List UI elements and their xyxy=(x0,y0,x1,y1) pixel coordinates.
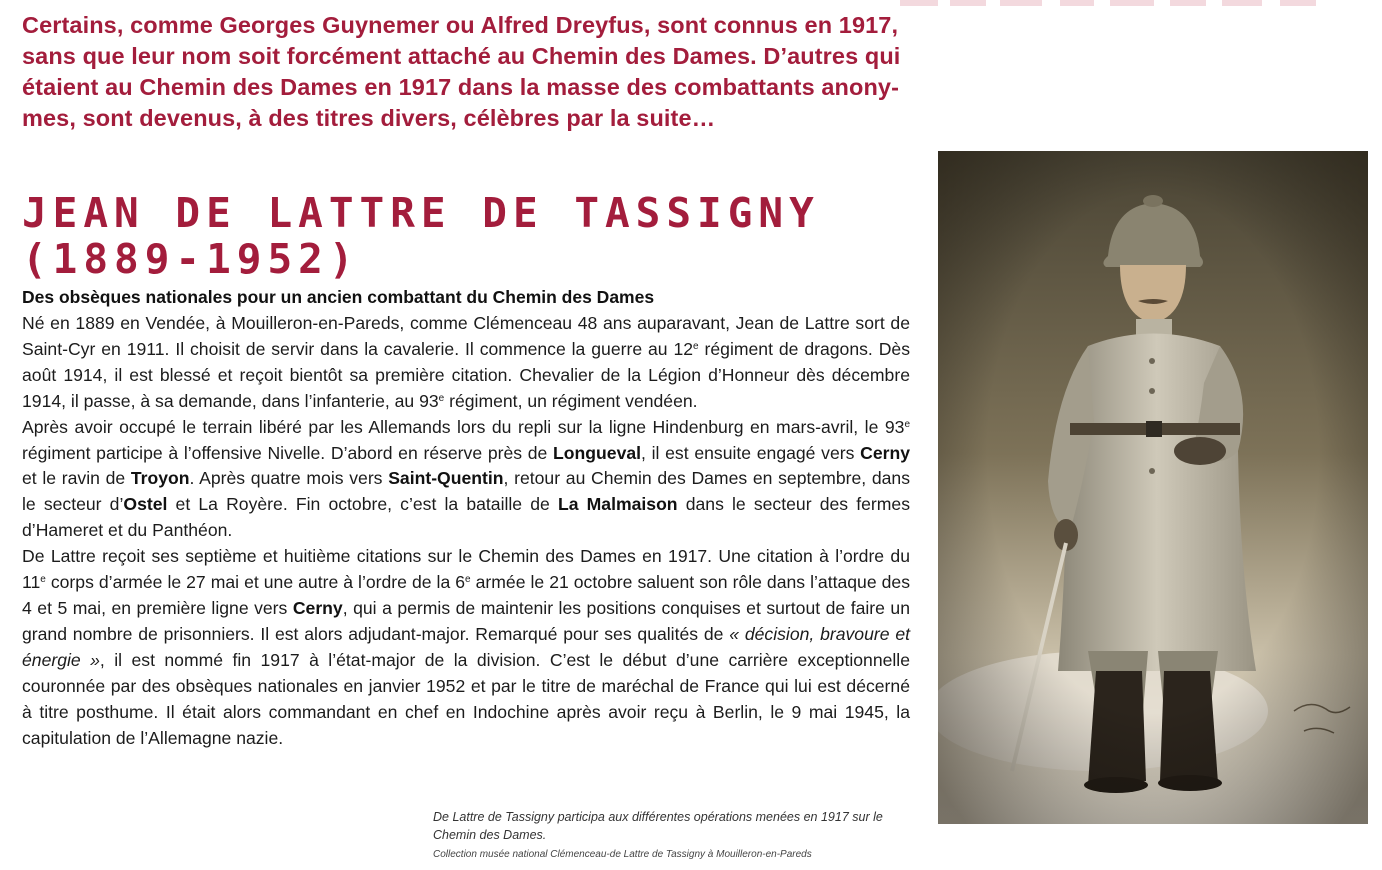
text-run: , il est nommé fin 1917 à l’état-major de la division. C’est le début d’une carrière exceptionnelle couronnée par des obsèques nationales en janvier 1952 et par le titre de maréchal de France qui lui est décerné à titre posthume. Il était alors commandant en chef en Indochine après avoir reçu à Berlin, le 9 mai 1945, la capitulation de l’Allemagne nazie. xyxy=(22,649,911,748)
text-run: dans le secteur des fermes d’Hameret et du Panthéon. xyxy=(22,494,910,541)
article-body xyxy=(22,311,910,751)
background-wordmark-shapes xyxy=(0,0,1382,6)
text-run: armée le 21 octobre saluent son rôle dans l’attaque des 4 et 5 mai, en première ligne vers xyxy=(22,572,910,618)
text-run: régiment de dragons. Dès août 1914, il est blessé et reçoit bientôt sa première citation. Chevalier de la Légion d’Honneur dès décembre 1914, il passe, à sa demande, dans l’infanterie, au 93 xyxy=(22,338,910,411)
paragraph-3 xyxy=(22,544,910,751)
title-dates: (1889-1952) xyxy=(22,235,360,283)
text-run: Né en 1889 en Vendée, à Mouilleron-en-Pareds, comme Clémenceau 48 ans auparavant, Jean de Lattre sort de Saint-Cyr en 1911. Il choisit de servir dans la cavalerie. Il commence la guerre au 12 xyxy=(22,313,910,359)
photo-caption: De Lattre de Tassigny participa aux différentes opérations menées en 1917 sur le Chemin des Dames. xyxy=(433,810,883,842)
place-name: Cerny xyxy=(860,442,910,463)
text-run: régiment participe à l’offensive Nivelle. D’abord en réserve près de xyxy=(22,442,554,463)
ordinal-superscript: e xyxy=(465,574,471,586)
portrait-illustration xyxy=(938,151,1368,824)
intro-paragraph: Certains, comme Georges Guynemer ou Alfred Dreyfus, sont connus en 1917, sans que leur nom soit forcément attaché au Chemin des Dames. D’autres qui étaient au Chemin des Dames en 1917 dans la masse des combattants anonymes, sont devenus, à des titres divers, célèbres par la suite… xyxy=(22,12,901,131)
quotation: « décision, bravoure et énergie » xyxy=(22,623,910,670)
text-run: et La Royère. Fin octobre, c’est la bataille de xyxy=(167,494,558,515)
place-name: Ostel xyxy=(123,494,168,515)
ordinal-superscript: e xyxy=(904,418,910,430)
paragraph-2 xyxy=(22,415,910,545)
portrait-photo xyxy=(938,151,1368,824)
background-wordmark xyxy=(0,0,1382,6)
text-run: et le ravin de xyxy=(22,468,131,489)
text-run: . Après quatre mois vers xyxy=(189,468,389,489)
paragraph-1 xyxy=(22,311,910,415)
place-name: Cerny xyxy=(292,597,343,618)
text-run: , il est ensuite engagé vers xyxy=(641,442,861,463)
place-name: Troyon xyxy=(130,468,190,489)
text-run: régiment, un régiment vendéen. xyxy=(444,390,698,411)
ordinal-superscript: e xyxy=(40,574,46,586)
ordinal-superscript: e xyxy=(693,340,699,352)
title-name: JEAN DE LATTRE DE TASSIGNY xyxy=(22,189,820,237)
text-run: , qui a permis de maintenir les positions conquises et surtout de faire un grand nombre de prisonniers. Il est alors adjudant-major. Remarqué pour ses qualités de xyxy=(22,597,910,644)
place-name: La Malmaison xyxy=(557,494,678,515)
text-run: corps d’armée le 27 mai et une autre à l’ordre de la 6 xyxy=(45,572,466,593)
article-subtitle: Des obsèques nationales pour un ancien combattant du Chemin des Dames xyxy=(22,287,655,307)
place-name: Saint-Quentin xyxy=(388,468,504,489)
text-run: De Lattre reçoit ses septième et huitième citations sur le Chemin des Dames en 1917. Une citation à l’ordre du 11 xyxy=(22,546,910,593)
page-title xyxy=(22,190,820,282)
place-name: Longueval xyxy=(553,442,642,463)
text-run: , retour au Chemin des Dames en septembre, dans le secteur d’ xyxy=(22,468,910,515)
text-run: Après avoir occupé le terrain libéré par les Allemands lors du repli sur la ligne Hindenburg en mars-avril, le 93 xyxy=(22,416,905,437)
ordinal-superscript: e xyxy=(438,392,445,404)
photo-credit: Collection musée national Clémenceau-de Lattre de Tassigny à Mouilleron-en-Pareds xyxy=(433,849,812,860)
